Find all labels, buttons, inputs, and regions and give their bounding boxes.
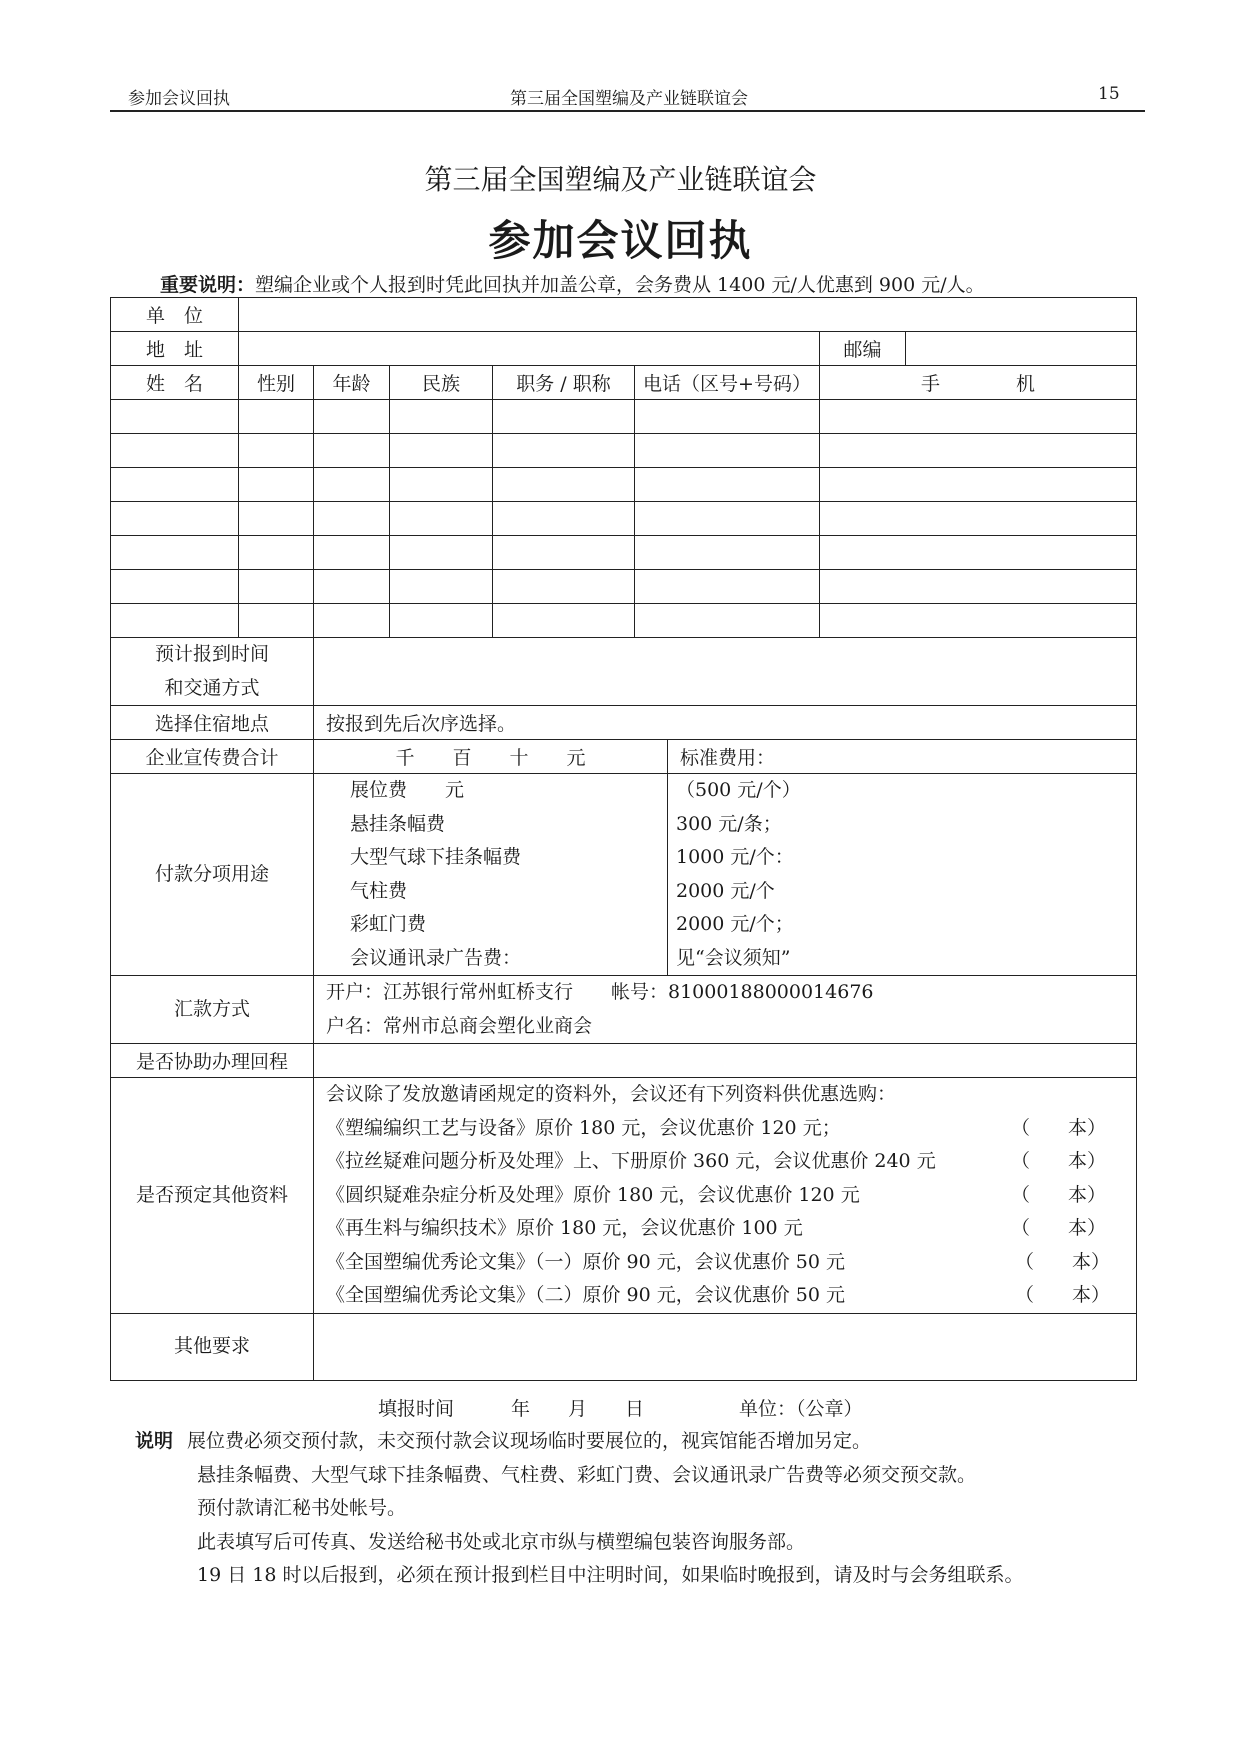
material-item [326,1179,1136,1213]
phone-cell[interactable] [635,434,820,468]
materials-intro: 会议除了发放邀请函规定的资料外，会议还有下列资料供优惠选购： [326,1083,897,1105]
other-requirements-label-text: 其他要求 [173,1335,250,1358]
gender-cell[interactable] [239,570,314,604]
age-cell[interactable] [314,536,390,570]
position-cell[interactable] [493,502,635,536]
materials-row [111,1078,1137,1314]
position-cell[interactable] [493,536,635,570]
return-trip-field[interactable] [314,1044,1137,1078]
other-requirements-label [111,1314,314,1381]
gender-cell[interactable] [239,400,314,434]
header-center-title: 第三届全国塑编及产业链联谊会 [510,89,748,109]
phone-cell[interactable] [635,468,820,502]
arrival-label-line2: 和交通方式 [164,676,260,699]
material-title: 《全国塑编优秀论文集》（一）原价 90 元，会议优惠价 50 元 [326,1250,846,1273]
remarks-label: 说明 [135,1430,174,1452]
attendee-row [111,604,1137,638]
payment-fee: 300 元/条； [676,812,782,835]
registration-form-table [110,297,1137,1381]
address-field[interactable] [239,332,820,366]
fill-date-stamp-line: 填报时间 年 月 日 单位：（公章） [378,1398,863,1420]
payment-fee: 2000 元/个； [676,913,794,935]
material-qty-field[interactable]: （ 本） [1010,1150,1106,1172]
materials-list [314,1078,1137,1314]
col-position-header: 职务 / 职称 [493,366,635,400]
material-qty-field[interactable]: （ 本） [1010,1183,1106,1206]
payment-label [111,774,314,976]
other-requirements-row [111,1314,1137,1381]
attendee-header-row [111,366,1137,400]
material-item [326,1145,1136,1179]
remark-item: 展位费必须交预付款，未交预付款会议现场临时要展位的，视宾馆能否增加另定。 [187,1430,872,1452]
attendee-row [111,502,1137,536]
attendee-row [111,468,1137,502]
remark-item: 悬挂条幅费、大型气球下挂条幅费、气柱费、彩虹门费、会议通讯录广告费等必须交预交款。 [197,1463,977,1486]
payment-item: 会议通讯录广告费： [350,946,522,969]
col-ethnicity-header: 民族 [390,366,493,400]
remittance-row [111,976,1137,1044]
promo-row [111,740,1137,774]
page-header [110,84,1145,112]
material-item [326,1112,1136,1146]
address-row [111,332,1137,366]
attendee-row [111,434,1137,468]
ethnicity-cell[interactable] [390,434,493,468]
mobile-cell[interactable] [820,434,1137,468]
arrival-row [111,638,1137,706]
material-title: 《圆织疑难杂症分析及处理》原价 180 元，会议优惠价 120 元 [326,1183,860,1206]
ethnicity-cell[interactable] [390,468,493,502]
position-cell[interactable] [493,400,635,434]
name-cell[interactable] [111,536,239,570]
payment-fees [668,774,1137,976]
position-cell[interactable] [493,468,635,502]
arrival-label-line1: 预计报到时间 [154,643,269,665]
remarks-section [135,1425,1023,1593]
col-name-header: 姓 名 [111,366,239,400]
position-cell[interactable] [493,604,635,638]
payment-item: 大型气球下挂条幅费 [350,846,522,868]
payment-fee: 1000 元/个： [676,846,794,868]
mobile-cell[interactable] [820,604,1137,638]
remittance-holder: 户名：常州市总商会塑化业商会 [326,1014,593,1037]
mobile-cell[interactable] [820,570,1137,604]
material-qty-field[interactable]: （ 本） [1010,1116,1106,1139]
unit-row [111,298,1137,332]
payment-item: 彩虹门费 [350,913,427,935]
name-cell[interactable] [111,502,239,536]
material-item [326,1246,1136,1280]
remark-item: 此表填写后可传真、发送给秘书处或北京市纵与横塑编包装咨询服务部。 [197,1530,806,1553]
material-item [326,1279,1136,1313]
payment-items [314,774,668,976]
mobile-cell[interactable] [820,502,1137,536]
gender-cell[interactable] [239,536,314,570]
remittance-label-text: 汇款方式 [173,997,250,1020]
attendee-row [111,570,1137,604]
ethnicity-cell[interactable] [390,502,493,536]
important-text: 塑编企业或个人报到时凭此回执并加盖公章，会务费从 1400 元/人优惠到 900 元/人。 [255,274,985,296]
standard-fee-label: 标准费用： [668,740,1137,774]
phone-cell[interactable] [635,502,820,536]
payment-row [111,774,1137,976]
material-item [326,1212,1136,1246]
lodging-row [111,706,1137,740]
promo-amount-field[interactable]: 千 百 十 元 [314,740,668,774]
promo-label: 企业宣传费合计 [111,740,314,774]
ethnicity-cell[interactable] [390,536,493,570]
unit-field[interactable] [239,298,1137,332]
payment-fee: 2000 元/个 [676,879,775,902]
phone-cell[interactable] [635,536,820,570]
material-title: 《全国塑编优秀论文集》（二）原价 90 元，会议优惠价 50 元 [326,1284,846,1306]
payment-fee: （500 元/个） [676,779,801,801]
attendee-row [111,536,1137,570]
gender-cell[interactable] [239,502,314,536]
payment-item: 悬挂条幅费 [350,812,446,835]
ethnicity-cell[interactable] [390,400,493,434]
age-cell[interactable] [314,434,390,468]
gender-cell[interactable] [239,604,314,638]
mobile-cell[interactable] [820,400,1137,434]
payment-item: 气柱费 [350,879,408,902]
gender-cell[interactable] [239,434,314,468]
attendee-row [111,400,1137,434]
remark-item: 19 日 18 时以后报到，必须在预计报到栏目中注明时间，如果临时晚报到，请及时与会务组联系。 [197,1564,1024,1586]
name-cell[interactable] [111,468,239,502]
age-cell[interactable] [314,502,390,536]
postcode-label: 邮编 [820,332,906,366]
name-cell[interactable] [111,604,239,638]
material-qty-field[interactable]: （ 本） [1014,1250,1110,1273]
return-trip-label: 是否协助办理回程 [111,1044,314,1078]
age-cell[interactable] [314,468,390,502]
arrival-label [111,638,314,706]
mobile-cell[interactable] [820,536,1137,570]
material-title: 《拉丝疑难问题分析及处理》上、下册原价 360 元，会议优惠价 240 元 [326,1150,936,1172]
material-qty-field[interactable]: （ 本） [1014,1284,1110,1306]
important-label: 重要说明： [160,274,256,296]
material-qty-field[interactable]: （ 本） [1010,1217,1106,1239]
age-cell[interactable] [314,604,390,638]
name-cell[interactable] [111,400,239,434]
col-phone-header: 电话（区号+号码） [635,366,820,400]
position-cell[interactable] [493,434,635,468]
remark-item: 预付款请汇秘书处帐号。 [197,1497,407,1519]
material-title: 《塑编编织工艺与设备》原价 180 元，会议优惠价 120 元； [326,1116,841,1139]
lodging-label: 选择住宿地点 [111,706,314,740]
payment-fee: 见“会议须知” [676,946,791,969]
col-age-header: 年龄 [314,366,390,400]
ethnicity-cell[interactable] [390,570,493,604]
phone-cell[interactable] [635,604,820,638]
col-mobile-header: 手 机 [820,366,1137,400]
remittance-info [314,976,1137,1044]
header-left-title: 参加会议回执 [128,89,230,109]
gender-cell[interactable] [239,468,314,502]
age-cell[interactable] [314,570,390,604]
position-cell[interactable] [493,570,635,604]
return-trip-row [111,1044,1137,1078]
col-gender-header: 性别 [239,366,314,400]
ethnicity-cell[interactable] [390,604,493,638]
important-note [160,270,985,297]
payment-label-text: 付款分项用途 [154,862,269,885]
remittance-label [111,976,314,1044]
address-label: 地 址 [111,332,239,366]
document-subtitle: 参加会议回执 [488,216,753,265]
unit-label: 单 位 [111,298,239,332]
materials-label [111,1078,314,1314]
age-cell[interactable] [314,400,390,434]
postcode-field[interactable] [906,332,1137,366]
payment-item: 展位费 元 [350,779,465,801]
material-title: 《再生料与编织技术》原价 180 元，会议优惠价 100 元 [326,1217,803,1239]
phone-cell[interactable] [635,570,820,604]
mobile-cell[interactable] [820,468,1137,502]
name-cell[interactable] [111,570,239,604]
arrival-field[interactable] [314,638,1137,706]
document-title: 第三届全国塑编及产业链联谊会 [424,163,817,196]
remittance-account: 开户：江苏银行常州虹桥支行 帐号：81000188000014676 [326,981,874,1003]
phone-cell[interactable] [635,400,820,434]
materials-label-text: 是否预定其他资料 [135,1183,288,1206]
other-requirements-field[interactable] [314,1314,1137,1381]
lodging-value: 按报到先后次序选择。 [314,706,1137,740]
name-cell[interactable] [111,434,239,468]
page-number: 15 [1098,84,1120,104]
